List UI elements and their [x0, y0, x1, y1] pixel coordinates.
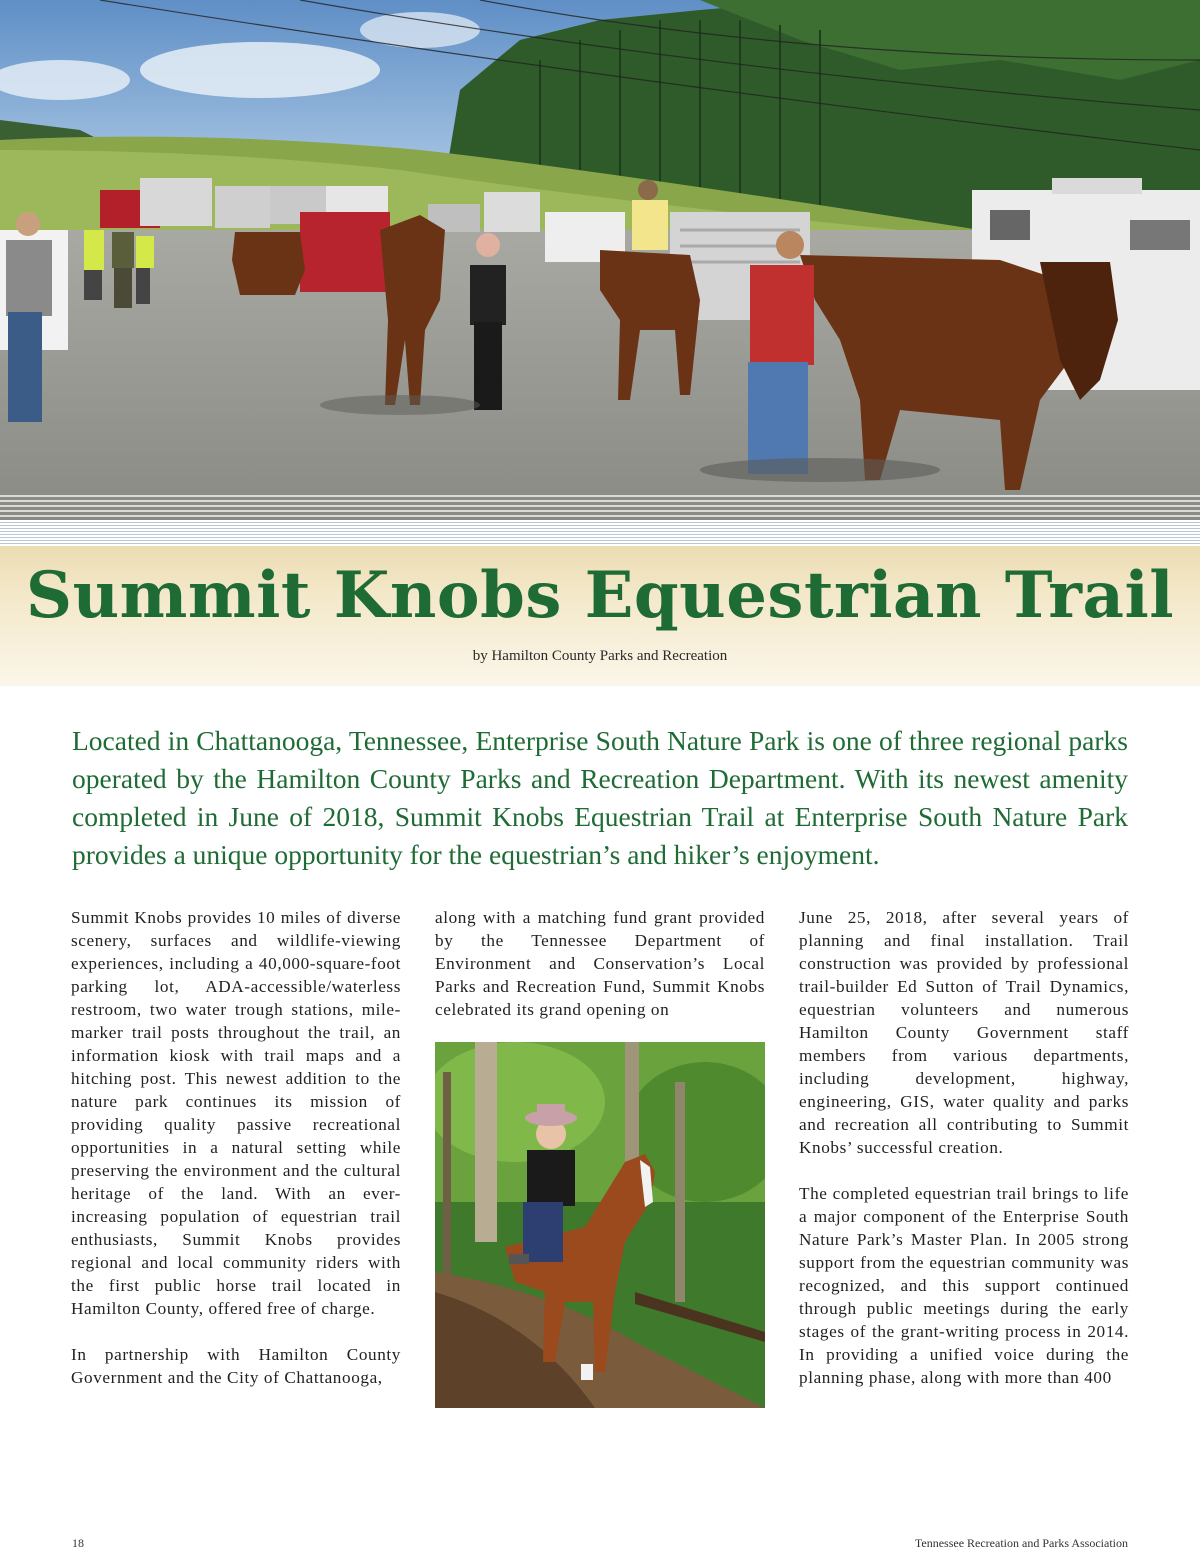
publication-name: Tennessee Recreation and Parks Association [914, 1536, 1128, 1550]
rider-on-trail-photo [435, 1042, 765, 1408]
page-number: 18 [72, 1536, 84, 1550]
body-paragraph: The completed equestrian trail brings to life a major component of the Enterprise South Nature Park’s Master Plan. In 2005 strong support from the equestrian community was recognized, and this support continued through public meetings during the early stages of the grant-writing process in 2014. In providing a unified voice during the planning phase, along with more than 400 [799, 1184, 1129, 1387]
body-column-2 [435, 906, 765, 1021]
body-paragraph: June 25, 2018, after several years of planning and final installation. Trail construction was provided by professional trail-builder Ed Sutton of Trail Dynamics, equestrian volunteers and numerous Hamilton County Government staff members from various departments, including development, highway, engineering, GIS, water quality and parks and recreation all contributing to Summit Knobs’ successful creation. [799, 908, 1129, 1157]
article-byline: by Hamilton County Parks and Recreation [472, 648, 728, 664]
body-paragraph: Summit Knobs provides 10 miles of diverse scenery, surfaces and wildlife-viewing experiences, including a 40,000-square-foot parking lot, ADA-accessible/waterless restroom, two water trough stations, mile-marker trail posts throughout the trail, an information kiosk with trail maps and a hitching post. This newest addition to the nature park continues its mission of providing quality passive recreational opportunities in a natural setting while preserving the environment and the cultural heritage of the land. With an ever-increasing population of equestrian trail enthusiasts, Summit Knobs provides regional and local community riders with the first public horse trail located in Hamilton County, offered free of charge. [71, 908, 401, 1318]
decorative-stripes [0, 520, 1200, 546]
title-band [0, 520, 1200, 686]
body-column-1 [71, 906, 401, 1389]
body-paragraph: along with a matching fund grant provided by the Tennessee Department of Environment and Conservation’s Local Parks and Recreation Fund, Summit Knobs celebrated its grand opening on [435, 908, 765, 1019]
body-column-3 [799, 906, 1129, 1389]
lead-paragraph: Located in Chattanooga, Tennessee, Enterprise South Nature Park is one of three regional parks operated by the Hamilton County Parks and Recreation Department. With its newest amenity completed in June of 2018, Summit Knobs Equestrian Trail at Enterprise South Nature Park provides a unique opportunity for the equestrian’s and hiker’s enjoyment. [72, 725, 1128, 870]
body-paragraph: In partnership with Hamilton County Government and the City of Chattanooga, [71, 1345, 401, 1387]
article-title: Summit Knobs Equestrian Trail [25, 558, 1175, 633]
hero-photo [0, 0, 1200, 520]
